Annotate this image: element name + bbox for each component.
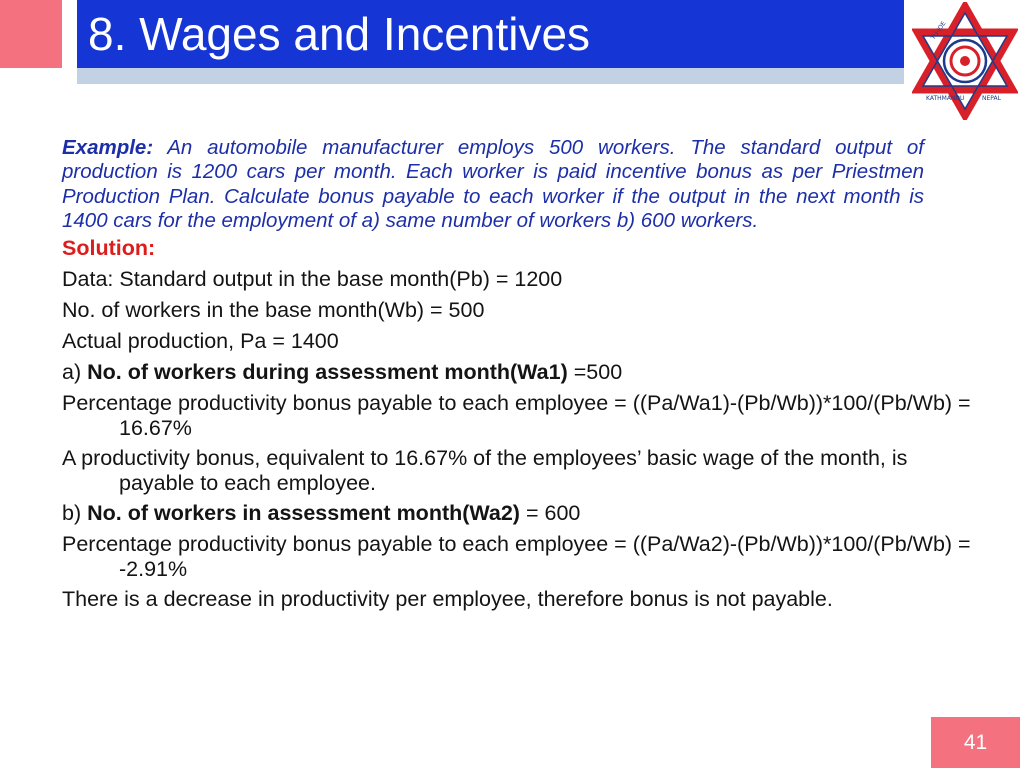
data-line: Data: Standard output in the base month(Pb) = 1200 [62, 267, 563, 292]
logo-text-top-left: TU-IOE [929, 20, 948, 42]
part-a-formula: Percentage productivity bonus payable to each employee = ((Pa/Wa1)-(Pb/Wb))*100/(Pb/Wb) = 16.67% [62, 391, 971, 440]
logo-text-bottom-right: NEPAL [982, 95, 1001, 102]
slide-title: 8. Wages and Incentives [88, 8, 591, 60]
corner-accent-block [0, 0, 62, 68]
part-b-line: b) No. of workers in assessment month(Wa2) = 600 [62, 501, 581, 526]
actual-production-line: Actual production, Pa = 1400 [62, 329, 339, 354]
part-b-conclusion: There is a decrease in productivity per employee, therefore bonus is not payable. [62, 587, 833, 612]
page-number: 41 [931, 717, 1020, 768]
part-a-conclusion: A productivity bonus, equivalent to 16.67% of the employees’ basic wage of the month, is payable to each employee. [62, 446, 908, 495]
university-emblem-icon [912, 2, 1018, 120]
part-b-formula: Percentage productivity bonus payable to each employee = ((Pa/Wa2)-(Pb/Wb))*100/(Pb/Wb) = -2.91% [62, 532, 971, 581]
workers-base-line: No. of workers in the base month(Wb) = 500 [62, 298, 485, 323]
example-paragraph [62, 136, 924, 233]
title-underline-band [77, 68, 904, 84]
part-a-line: a) No. of workers during assessment month(Wa1) =500 [62, 360, 623, 385]
example-label: Example: [62, 136, 154, 159]
title-bar [77, 0, 904, 68]
example-text: An automobile manufacturer employs 500 workers. The standard output of production is 1200 cars per month. Each worker is paid incentive bonus as per Priestmen Production Plan. Calculate bonus payable to each worker if the output in the next month is 1400 cars for the employment of a) same number of workers b) 600 workers. [62, 136, 924, 232]
solution-label: Solution: [62, 236, 156, 261]
logo-text-bottom-left: KATHMANDU [926, 95, 965, 102]
part-a-bold: No. of workers during assessment month(Wa1) [87, 360, 568, 385]
part-b-bold: No. of workers in assessment month(Wa2) [87, 501, 520, 526]
slide-content [62, 136, 972, 615]
